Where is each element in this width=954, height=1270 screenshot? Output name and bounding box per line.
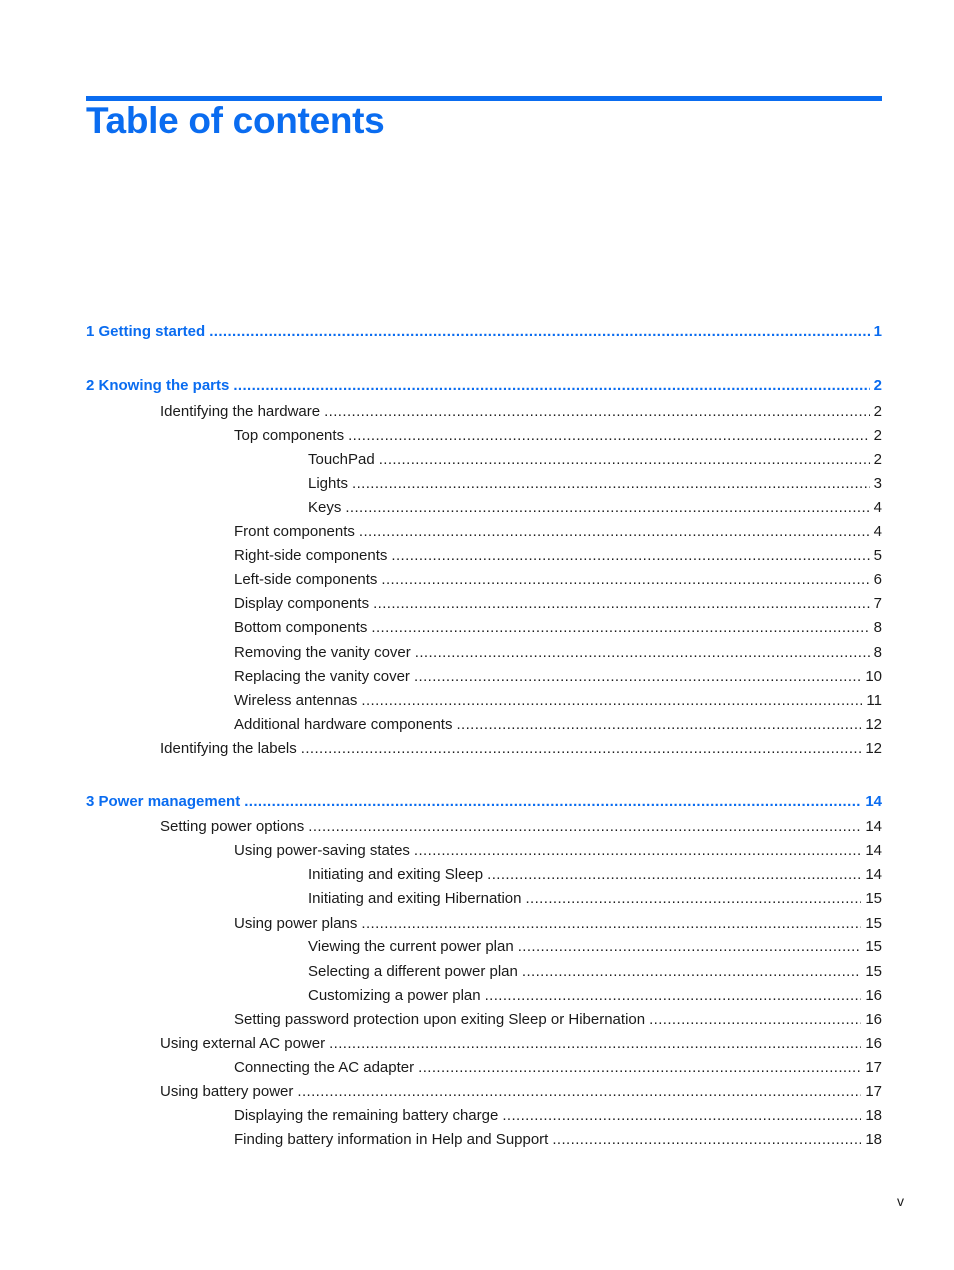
toc-entry[interactable] xyxy=(308,451,882,469)
toc-entry[interactable] xyxy=(160,818,882,836)
toc-entry-page: 2 xyxy=(873,403,882,420)
toc-entry[interactable] xyxy=(308,890,882,908)
toc-entry-title: Displaying the remaining battery charge xyxy=(234,1107,499,1124)
dot-leader xyxy=(297,1083,861,1101)
dot-leader xyxy=(552,1131,861,1149)
toc-entry[interactable] xyxy=(160,1035,882,1053)
toc-entry[interactable] xyxy=(234,427,882,445)
toc-entry-page: 17 xyxy=(865,1083,882,1100)
toc-entry-title: Initiating and exiting Hibernation xyxy=(308,890,522,907)
toc-entry-page: 15 xyxy=(865,915,882,932)
toc-entry-title: Identifying the hardware xyxy=(160,403,321,420)
toc-entry-page: 17 xyxy=(865,1059,882,1076)
dot-leader xyxy=(329,1035,861,1053)
toc-entry[interactable] xyxy=(234,644,882,662)
toc-entry-title: Additional hardware components xyxy=(234,716,453,733)
toc-entry-page: 3 xyxy=(873,475,882,492)
toc-entry-title: 2 Knowing the parts xyxy=(86,377,230,394)
toc-entry-title: Finding battery information in Help and Support xyxy=(234,1131,549,1148)
dot-leader xyxy=(361,915,861,933)
toc-entry[interactable] xyxy=(160,1083,882,1101)
toc-entry-title: Right-side components xyxy=(234,547,388,564)
toc-entry[interactable] xyxy=(234,716,882,734)
toc-entry-title: Using power plans xyxy=(234,915,358,932)
toc-entry-title: Wireless antennas xyxy=(234,692,358,709)
dot-leader xyxy=(502,1107,861,1125)
toc-entry-page: 15 xyxy=(865,890,882,907)
dot-leader xyxy=(361,692,862,710)
toc-entry-page: 16 xyxy=(865,1035,882,1052)
toc-entry-page: 2 xyxy=(873,451,882,468)
dot-leader xyxy=(209,323,869,341)
toc-entry-title: Selecting a different power plan xyxy=(308,963,518,980)
toc-entry[interactable] xyxy=(160,740,882,758)
dot-leader xyxy=(487,866,861,884)
dot-leader xyxy=(391,547,869,565)
toc-entry-title: Viewing the current power plan xyxy=(308,938,514,955)
toc-entry-page: 11 xyxy=(866,692,882,709)
toc-entry-title: Customizing a power plan xyxy=(308,987,481,1004)
toc-entry-page: 1 xyxy=(873,323,882,340)
dot-leader xyxy=(308,818,861,836)
toc-entry-page: 14 xyxy=(865,818,882,835)
toc-entry[interactable] xyxy=(234,1131,882,1149)
dot-leader xyxy=(649,1011,861,1029)
toc-entry-page: 16 xyxy=(865,1011,882,1028)
toc-entry-page: 4 xyxy=(873,499,882,516)
toc-entry-page: 5 xyxy=(873,547,882,564)
dot-leader xyxy=(345,499,869,517)
dot-leader xyxy=(415,644,870,662)
toc-entry-page: 2 xyxy=(873,377,882,394)
dot-leader xyxy=(381,571,869,589)
toc-entry-page: 8 xyxy=(873,644,882,661)
toc-entry[interactable] xyxy=(234,842,882,860)
toc-entry-page: 14 xyxy=(865,866,882,883)
toc-entry[interactable] xyxy=(234,547,882,565)
toc-entry-title: TouchPad xyxy=(308,451,375,468)
dot-leader xyxy=(379,451,870,469)
toc-entry-title: 1 Getting started xyxy=(86,323,206,340)
toc-entry-title: Connecting the AC adapter xyxy=(234,1059,415,1076)
toc-entry-title: Using power-saving states xyxy=(234,842,410,859)
dot-leader xyxy=(233,377,869,395)
dot-leader xyxy=(525,890,861,908)
toc-entry-page: 14 xyxy=(865,842,882,859)
toc-entry[interactable] xyxy=(234,523,882,541)
toc-chapter-entry[interactable] xyxy=(86,323,882,341)
dot-leader xyxy=(244,793,861,811)
toc-entry[interactable] xyxy=(234,1107,882,1125)
toc-entry-page: 10 xyxy=(865,668,882,685)
toc-entry-title: 3 Power management xyxy=(86,793,241,810)
toc-entry[interactable] xyxy=(308,963,882,981)
toc-entry-title: Left-side components xyxy=(234,571,378,588)
toc-entry[interactable] xyxy=(308,475,882,493)
dot-leader xyxy=(518,938,862,956)
dot-leader xyxy=(414,668,861,686)
toc-entry-page: 12 xyxy=(865,740,882,757)
toc-chapter-entry[interactable] xyxy=(86,793,882,811)
toc-entry[interactable] xyxy=(308,938,882,956)
toc-entry-page: 12 xyxy=(865,716,882,733)
toc-entry-title: Replacing the vanity cover xyxy=(234,668,410,685)
toc-entry[interactable] xyxy=(234,619,882,637)
toc-entry[interactable] xyxy=(234,571,882,589)
toc-entry-title: Removing the vanity cover xyxy=(234,644,411,661)
toc-entry[interactable] xyxy=(234,1059,882,1077)
toc-entry[interactable] xyxy=(234,915,882,933)
toc-entry-title: Identifying the labels xyxy=(160,740,297,757)
dot-leader xyxy=(456,716,861,734)
toc-entry-title: Using battery power xyxy=(160,1083,294,1100)
toc-chapter-entry[interactable] xyxy=(86,377,882,395)
dot-leader xyxy=(359,523,870,541)
toc-entry[interactable] xyxy=(160,403,882,421)
toc-entry[interactable] xyxy=(308,987,882,1005)
dot-leader xyxy=(414,842,861,860)
toc-entry[interactable] xyxy=(234,668,882,686)
dot-leader xyxy=(352,475,870,493)
dot-leader xyxy=(324,403,870,421)
toc-entry-title: Keys xyxy=(308,499,342,516)
page-title: Table of contents xyxy=(86,100,385,141)
dot-leader xyxy=(418,1059,861,1077)
toc-entry[interactable] xyxy=(308,499,882,517)
toc-entry-page: 18 xyxy=(865,1131,882,1148)
page-number: v xyxy=(897,1193,904,1209)
toc-entry-title: Initiating and exiting Sleep xyxy=(308,866,484,883)
dot-leader xyxy=(373,595,870,613)
toc-entry-page: 16 xyxy=(865,987,882,1004)
dot-leader xyxy=(522,963,861,981)
toc-entry-title: Top components xyxy=(234,427,345,444)
toc-entry-title: Display components xyxy=(234,595,370,612)
toc-entry-page: 15 xyxy=(865,963,882,980)
toc-entry[interactable] xyxy=(234,692,882,710)
toc-entry-page: 6 xyxy=(873,571,882,588)
toc-entry-title: Lights xyxy=(308,475,349,492)
toc-entry-page: 18 xyxy=(865,1107,882,1124)
toc-entry-page: 2 xyxy=(873,427,882,444)
toc-entry[interactable] xyxy=(234,595,882,613)
toc-entry-page: 4 xyxy=(873,523,882,540)
toc-entry-title: Setting password protection upon exiting Sleep or Hibernation xyxy=(234,1011,646,1028)
toc-entry-title: Setting power options xyxy=(160,818,305,835)
toc-entry-title: Bottom components xyxy=(234,619,368,636)
toc-entry-page: 7 xyxy=(873,595,882,612)
dot-leader xyxy=(371,619,869,637)
toc-entry-page: 14 xyxy=(865,793,882,810)
dot-leader xyxy=(348,427,870,445)
toc-entry[interactable] xyxy=(308,866,882,884)
toc-entry-page: 8 xyxy=(873,619,882,636)
dot-leader xyxy=(485,987,862,1005)
dot-leader xyxy=(301,740,862,758)
toc-entry-title: Using external AC power xyxy=(160,1035,326,1052)
toc-entry-title: Front components xyxy=(234,523,355,540)
toc-entry[interactable] xyxy=(234,1011,882,1029)
toc-entry-page: 15 xyxy=(865,938,882,955)
